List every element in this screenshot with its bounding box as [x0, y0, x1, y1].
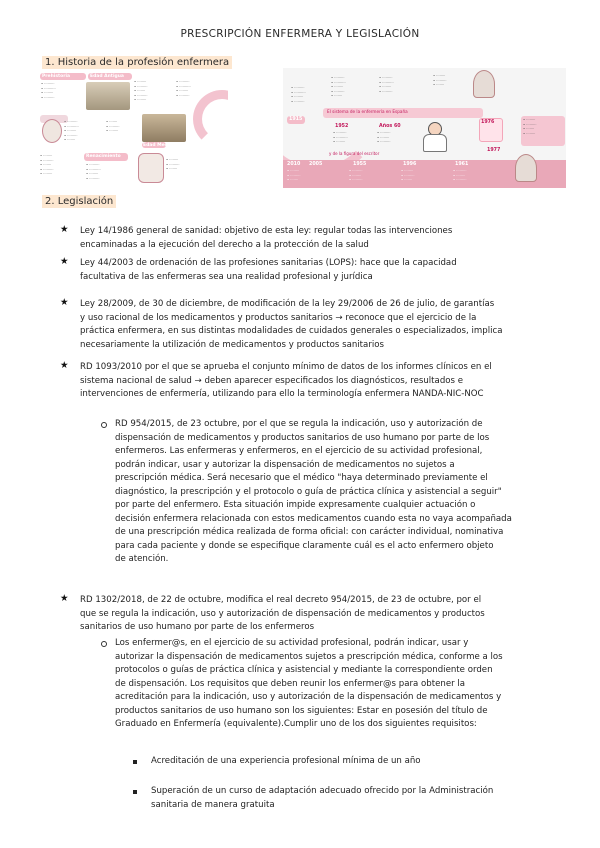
temple-image [86, 82, 130, 110]
label-prehistoria: Prehistoria [42, 74, 71, 79]
year-1977: 1977 [487, 148, 501, 153]
label-edad-antigua: Edad Antigua [90, 74, 124, 79]
star-bullet-icon: ★ [60, 593, 69, 604]
figure-caption: y de la figura del escritor [329, 151, 380, 156]
square-bullet-icon [133, 760, 137, 764]
list-item-line: Ley 44/2003 de ordenación de las profesiones sanitarias (LOPS): hace que la capacidad [80, 258, 457, 268]
year-2010: 2010 [287, 162, 301, 167]
list-item-line: enfermeros. Las enfermeras y enfermeros, en el ejercicio de su actividad profesional, [115, 446, 483, 456]
section-heading-legislation: 2. Legislación [42, 195, 116, 208]
year-1955: 1955 [353, 162, 367, 167]
list-item-line: sanitarios de uso humano por parte de los enfermeros [80, 622, 315, 632]
year-1961: 1961 [455, 162, 469, 167]
list-item-line: dispensación de medicamentos y productos sanitarios de uso humano por parte de los [115, 432, 490, 443]
list-item-line: de una prescripción médica realizada de forma oficial: con carácter individual, nominativa [115, 527, 504, 537]
history-infographic-left: Prehistoria • ········· • ·········· • ········ • ········· Edad Antigua • ········ • ········· • ······· • ········· • ········ • ········· • ·········· • ········ • ········· • ········· • ·········· • ········ • ········· • ······· • ······· • ········· • ········ Edad Media • ········ • ········· • ······· • ········· • ········ Renacimiento • ········· • ·········· • ········ • ········· • ········ • ········· • ······· [38, 70, 228, 187]
year-2005: 2005 [309, 162, 323, 167]
star-bullet-icon: ★ [60, 360, 69, 371]
list-item-line: decisión enfermera relacionada con estos medicamentos cuando esta no vaya acompañada [115, 513, 512, 524]
list-item-line: RD 1093/2010 por el que se aprueba el conjunto mínimo de datos de los informes clínicos en el [80, 362, 492, 372]
list-item-line: productos sanitarios de uso humano son los siguientes: Estar en posesión del título de [115, 705, 488, 716]
year-1952: 1952 [335, 124, 349, 129]
list-item-line: prescripción médica. Será necesario que el médico "haya determinado previamente el [115, 473, 488, 483]
list-item-line: Ley 28/2009, de 30 de diciembre, de modificación de la ley 29/2006 de 26 de julio, de garantías [80, 299, 495, 309]
nurse-illustration [421, 122, 447, 152]
square-bullet-icon [133, 790, 137, 794]
saint-portrait [42, 119, 62, 143]
list-item-line: Superación de un curso de adaptación adecuado ofrecido por la Administración [151, 786, 494, 796]
list-item-line: de dispensación. Los requisitos que deben reunir los enfermer@s para obtener la [115, 678, 466, 689]
list-item-line: Acreditación de una experiencia profesional mínima de un año [151, 756, 421, 766]
list-item-line: RD 954/2015, de 23 octubre, por el que se regula la indicación, uso y autorización de [115, 419, 483, 429]
star-bullet-icon: ★ [60, 224, 69, 235]
monastery-image [142, 114, 186, 142]
list-item-line: necesariamente la utilización de medicamentos y productos sanitarios [80, 339, 384, 350]
crest-emblem [138, 153, 164, 183]
year-1915: 1915 [289, 117, 303, 122]
list-item-line: RD 1302/2018, de 22 de octubre, modifica el real decreto 954/2015, de 23 de octubre, por el [80, 595, 482, 605]
list-item-line: de atención. [115, 554, 169, 564]
list-item-line: para cada paciente y donde se especifique claramente cuál es el acto enfermero objeto [115, 540, 494, 551]
nurse-portrait-bottom [515, 154, 537, 182]
star-bullet-icon: ★ [60, 297, 69, 308]
list-item-line: práctica enfermera, en sus distintas modalidades de cuidados generales o especializados, implica [80, 326, 503, 336]
list-item-line: Graduado en Enfermería (equivalente).Cumplir uno de los dos siguientes requisitos: [115, 719, 477, 729]
history-infographic-right: • ········· • ·········· • ········ • ········· • ········· • ·········· • ········ • ········· • ······· • ········· • ·········· • ········ • ········· • ········ • ········· • ······· El sistema de la enfermería en España 1915 1952 Años 60 • ········· • ·········· • ········ • ········· • ········ • ········· 1976 • ········ • ········· • ······· • ········ 1977 y de la figura del escritor 2010 2005 1955 1996 1961 • ········ • ········· • ······· • ········· • ········ • ········· • ········ • ········· • ······· • ········· • ········ • ········· [283, 68, 566, 188]
section-heading-history: 1. Historia de la profesión enfermera [42, 56, 232, 69]
year-anos-60: Años 60 [379, 124, 401, 129]
year-1976: 1976 [481, 120, 495, 125]
list-item-line: Ley 14/1986 general de sanidad: objetivo de esta ley: regular todas las intervenciones [80, 226, 453, 236]
year-1996: 1996 [403, 162, 417, 167]
timeline-banner: El sistema de la enfermería en España [327, 109, 408, 114]
circle-bullet-icon [101, 641, 107, 647]
list-item-line: diagnóstico, la prescripción y el protocolo o guía de práctica clínica y asistencial a seguir" [115, 486, 502, 497]
star-bullet-icon: ★ [60, 256, 69, 267]
list-item-line: por parte del enfermero. Esta situación impide expresamente cualquier actuación o [115, 500, 476, 510]
label-edad-media: Edad Media [143, 143, 173, 148]
label-renacimiento: Renacimiento [86, 154, 121, 159]
circle-bullet-icon [101, 422, 107, 428]
list-item-line: encaminadas a la ejecución del derecho a la protección de la salud [80, 239, 369, 250]
list-item-line: Los enfermer@s, en el ejercicio de su actividad profesional, podrán indicar, usar y [115, 638, 469, 648]
list-item-line: sistema nacional de salud → deben aparecer especificados los diagnósticos, resultados e [80, 375, 464, 386]
list-item-line: intervenciones de enfermería, utilizando para ello la terminología enfermera NANDA-NIC-NOC [80, 389, 484, 399]
list-item-line: podrán indicar, usar y autorizar la dispensación de medicamentos no sujetos a [115, 459, 455, 470]
list-item-line: facultativa de las enfermeras sea una realidad profesional y jurídica [80, 271, 373, 282]
nurse-portrait-top [473, 70, 495, 98]
list-item-line: sanitaria de manera gratuita [151, 799, 275, 810]
list-item-line: que se regula la indicación, uso y autorización de dispensación de medicamentos y productos [80, 608, 485, 619]
list-item-line: autorizar la dispensación de medicamentos sujetos a prescripción médica, conforme a los [115, 651, 503, 662]
list-item-line: acreditación para la indicación, uso y autorización de la dispensación de medicamentos y [115, 692, 502, 702]
list-item-line: y uso racional de los medicamentos y productos sanitarios → reconoce que el ejercicio de la [80, 312, 477, 323]
document-title: PRESCRIPCIÓN ENFERMERA Y LEGISLACIÓN [180, 28, 420, 40]
list-item-line: protocolos o guías de práctica clínica y asistencial y mediante la correspondiente orden [115, 665, 493, 675]
